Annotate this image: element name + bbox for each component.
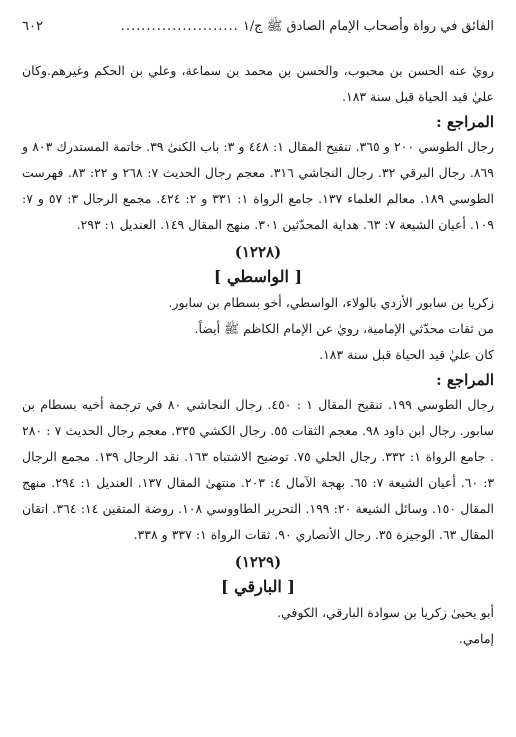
entry-1228-line-1: زكريا بن سابور الأزدي بالولاء، الواسطي، أخو بسطام بن سابور. bbox=[168, 295, 494, 310]
entry-1229-name: [ البارقي ] bbox=[220, 577, 295, 596]
page-number: ٦٠٢ bbox=[22, 19, 43, 34]
entry-prev-body: رويٰ عنه الحسن بن محبوب، والحسن بن محمد بن سماعة، وعلي بن الحكم وغيرهم.وكان عليٰ قيد الحياة قبل سنة ١٨٣. bbox=[22, 63, 494, 104]
entry-1228-line-2: من ثقات محدّثي الإمامية، رويٰ عن الإمام الكاظم ﷺ أيضاً. bbox=[194, 321, 494, 336]
running-header bbox=[22, 18, 494, 40]
entry-prev-refs-heading: المراجع : bbox=[436, 113, 494, 131]
entry-1228-line-3: كان عليٰ قيد الحياة قبل سنة ١٨٣. bbox=[319, 347, 494, 362]
entry-1228-number: (١٢٢٨) bbox=[234, 243, 282, 261]
entry-1229-line-1: أبو يحيىٰ زكريا بن سوادة البارقي، الكوفي. bbox=[276, 605, 494, 620]
entry-1229 bbox=[22, 550, 494, 652]
running-title: الفائق في رواة وأصحاب الإمام الصادق ﷺ ج/١ bbox=[242, 19, 494, 34]
entry-prev bbox=[22, 58, 494, 238]
entry-1228 bbox=[22, 240, 494, 548]
header-dots: ....................... bbox=[120, 19, 239, 34]
book-page bbox=[22, 18, 494, 723]
entry-prev-refs: رجال الطوسي ٢٠٠ و ٣٦٥. تنقيح المقال ١: ٤٤٨ و ٣: باب الكنىٰ ٣٩. خاتمة المستدرك ٨٠٣ و ٨٦٩. رجال البرقي ٣٢. رجال النجاشي ٣١٦. معجم رجال الحديث ٧: ٢٦٨ و ٢٢: ٨٣. فهرست الطوسي ١٨٩. معالم العلماء ١٣٧. جامع الرواة ١: ٣٣١ و ٢: ٤٢٤. مجمع الرجال ٣: ٥٧ و ٧: ١٠٩. أعيان الشيعة ٧: ٦٣. هداية المحدّثين ٣٠١. منهج المقال ١٤٩. العنديل ١: ٢٩٣. bbox=[22, 139, 495, 232]
entry-1229-number: (١٢٢٩) bbox=[234, 553, 282, 571]
entry-1228-refs: رجال الطوسي ١٩٩. تنقيح المقال ١ : ٤٥٠. رجال النجاشي ٨٠ في ترجمة أخيه بسطام بن سابور. رجال ابن داود ٩٨. معجم الثقات ٥٥. رجال الكشي ٣٣٥. معجم رجال الحديث ٧ : ٢٨٠ . جامع الرواة ١: ٣٣٢. رجال الحلي ٧٥. توضيح الاشتباه ١٦٣. نقد الرجال ١٣٩. مجمع الرجال ٣: ٦٠. أعيان الشيعة ٧: ٦٥. بهجة الآمال ٤: ٢٠٣. منتهىٰ المقال ١٣٧. العنديل ١: ٢٩٤. منهج المقال ١٥٠. وسائل الشيعة ٢٠: ١٩٩. التحرير الطاووسي ١٠٨. روضة المتقين ١٤: ٣٦٤. اتقان المقال ٦٣. الوجيزة ٣٥. رجال الأنصاري ٩٠. ثقات الرواة ١: ٣٣٧ و ٣٣٨. bbox=[22, 397, 495, 542]
entry-1229-line-2: إمامي. bbox=[458, 631, 494, 646]
entry-1228-name: [ الواسطي ] bbox=[213, 267, 303, 286]
entry-1228-refs-heading: المراجع : bbox=[436, 371, 494, 389]
